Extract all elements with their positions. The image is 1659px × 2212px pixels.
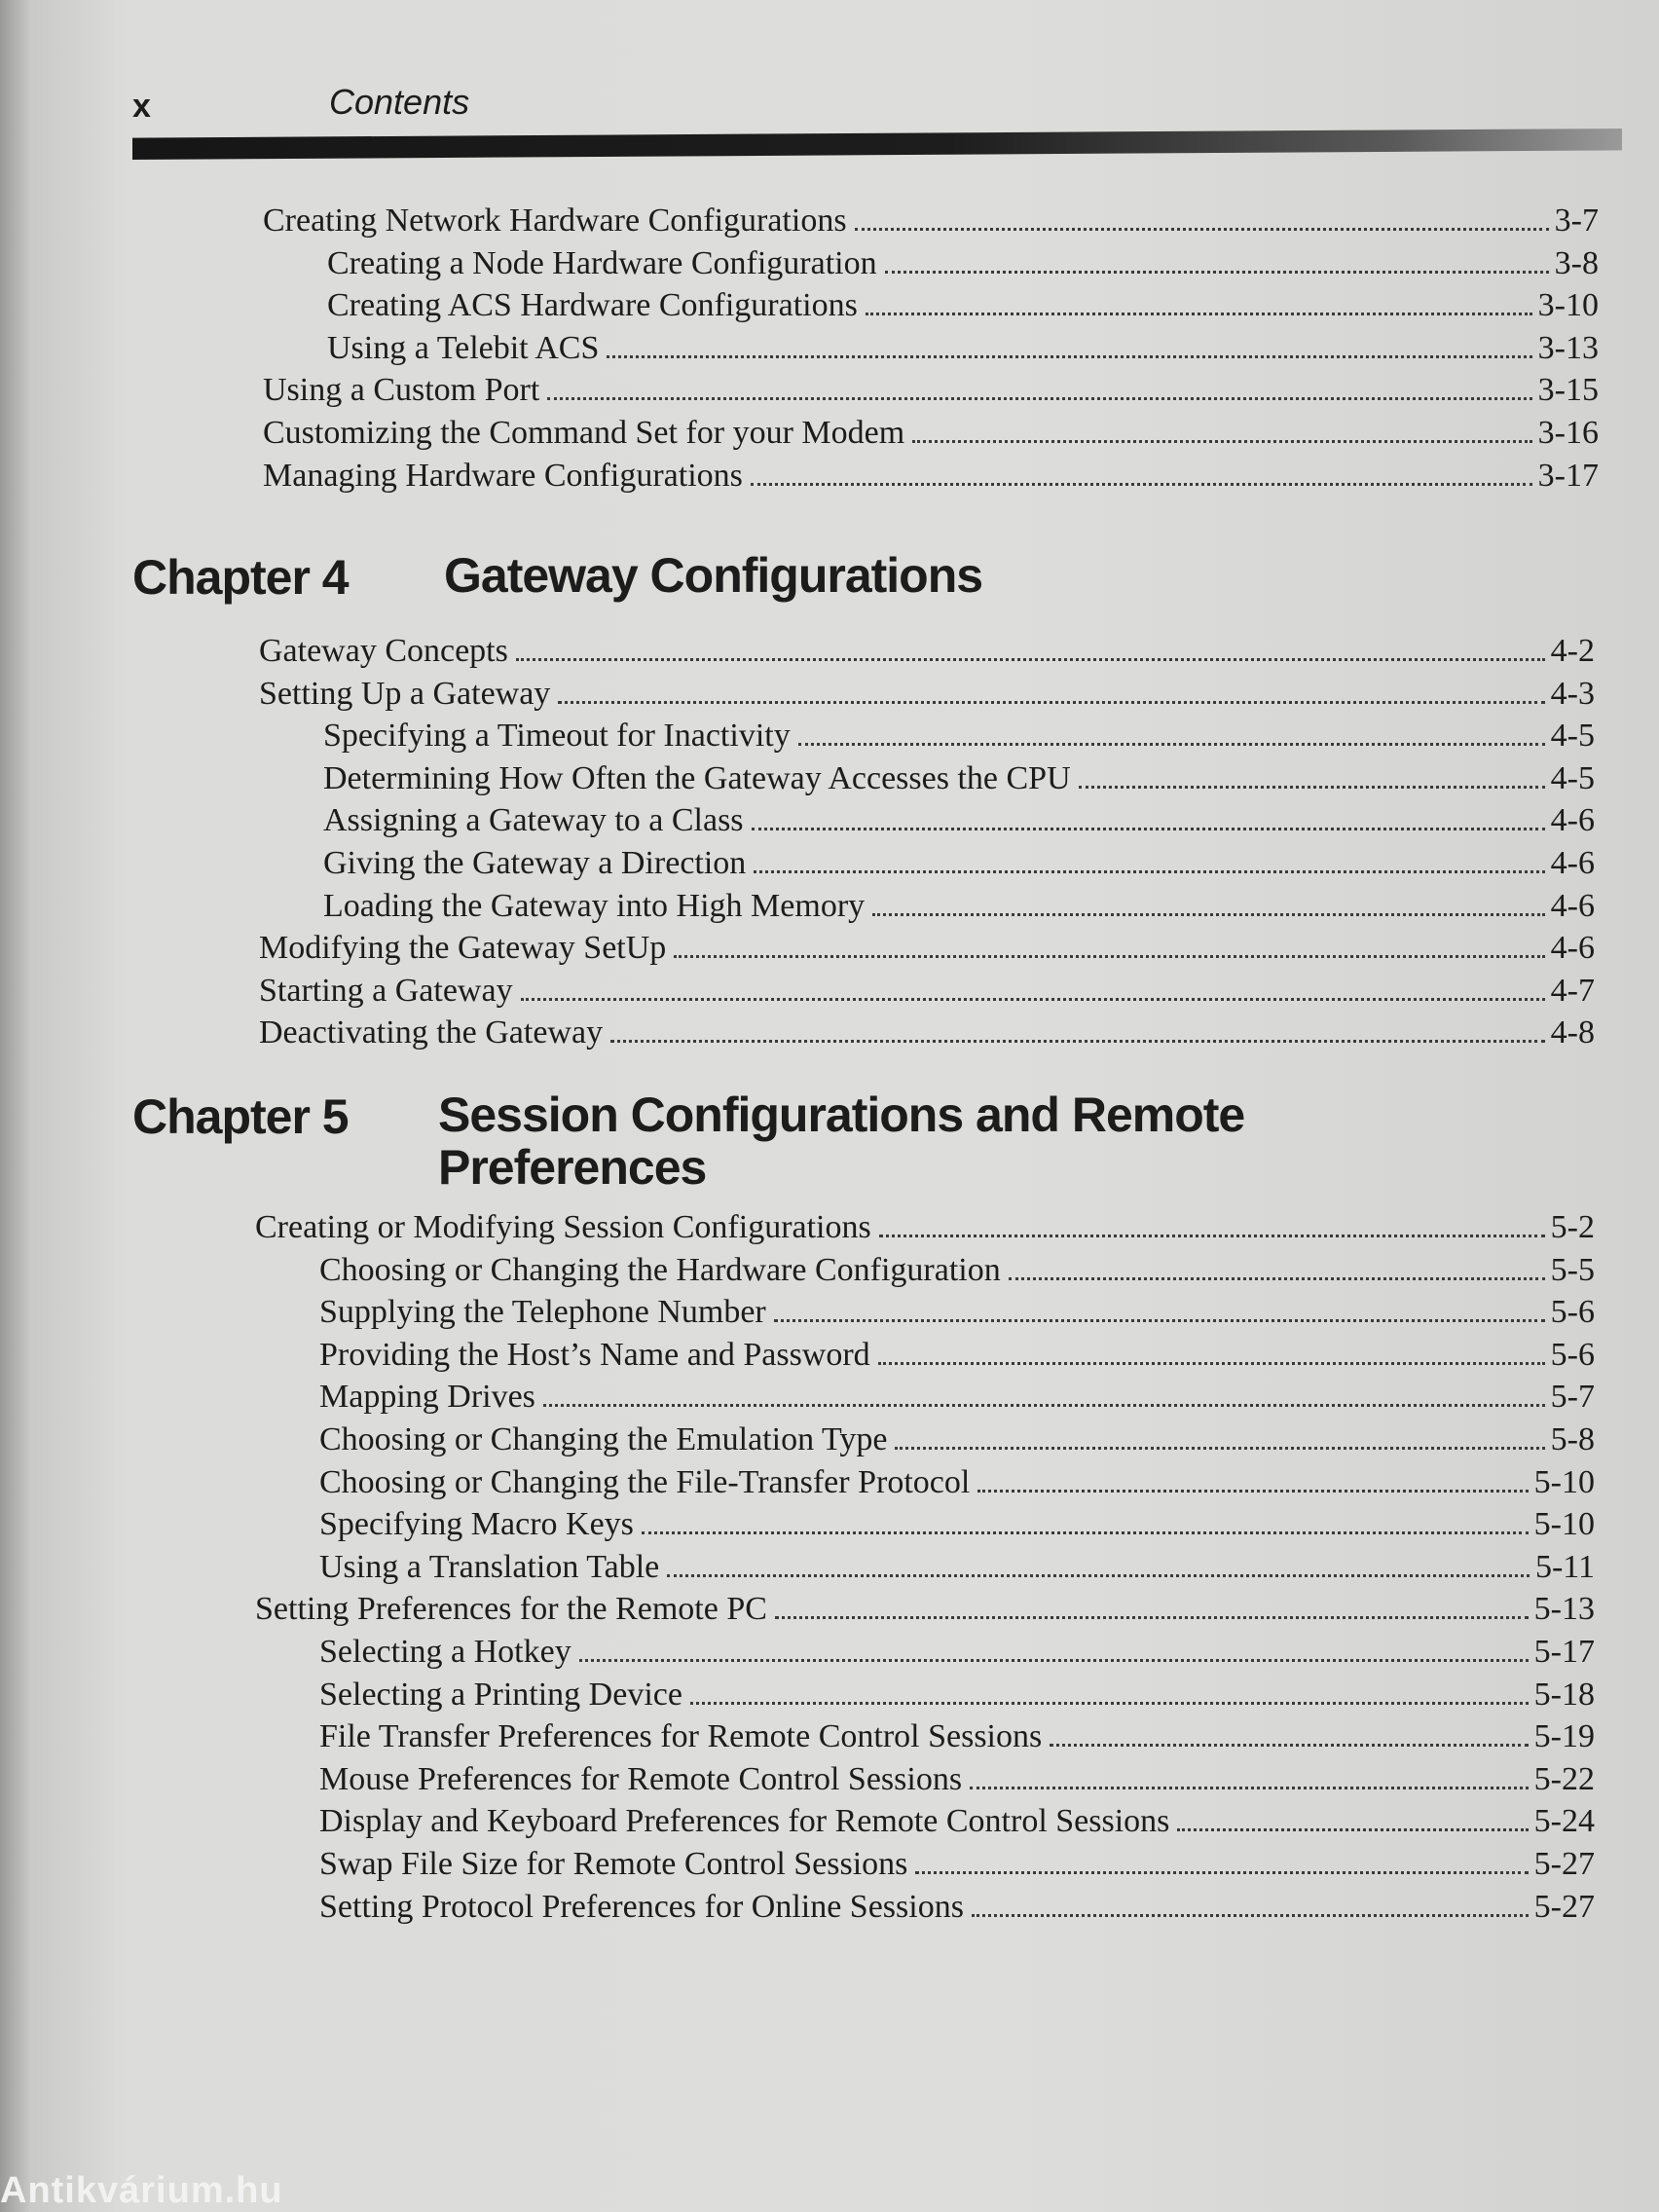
toc-entry-title: Using a Translation Table (319, 1548, 660, 1585)
toc-entry-title: Choosing or Changing the Hardware Configuration (319, 1251, 1001, 1288)
toc-entry-title: Giving the Gateway a Direction (323, 844, 747, 881)
toc-entry-title: Creating Network Hardware Configurations (263, 203, 847, 239)
toc-entry-page: 4-6 (1550, 844, 1595, 881)
toc-entry-page: 3-17 (1537, 457, 1599, 494)
toc-entry (255, 1209, 1595, 1252)
toc-entry-page: 5-24 (1533, 1803, 1595, 1840)
toc-entry-list (263, 203, 1599, 499)
toc-entry (255, 1337, 1595, 1380)
dot-leader (543, 1404, 1545, 1407)
toc-entry-page: 5-8 (1550, 1420, 1595, 1457)
dot-leader (1177, 1828, 1528, 1831)
toc-entry (263, 458, 1599, 500)
toc-entry (259, 676, 1595, 719)
toc-entry-title: Setting Preferences for the Remote PC (255, 1591, 767, 1628)
toc-entry-page: 5-11 (1534, 1548, 1595, 1585)
toc-entry-title: Mapping Drives (319, 1379, 535, 1416)
dot-leader (667, 1574, 1530, 1577)
toc-entry-title: Creating ACS Hardware Configurations (327, 287, 858, 324)
toc-entry (255, 1464, 1595, 1507)
toc-entry-title: Mouse Preferences for Remote Control Sessions (319, 1760, 963, 1797)
dot-leader (1079, 786, 1545, 789)
toc-entry (255, 1634, 1595, 1677)
toc-entry-title: Assigning a Gateway to a Class (323, 802, 744, 839)
toc-entry-list (259, 633, 1595, 1057)
toc-entry-page: 5-13 (1533, 1591, 1595, 1628)
toc-entry-title: Specifying a Timeout for Inactivity (323, 718, 791, 755)
dot-leader (895, 1447, 1544, 1450)
toc-entry (255, 1846, 1595, 1889)
chapter-number: Chapter 5 (132, 1089, 349, 1144)
toc-entry-title: Creating or Modifying Session Configurations (255, 1209, 871, 1245)
toc-entry (263, 245, 1599, 288)
toc-entry-page: 5-27 (1533, 1888, 1595, 1925)
dot-leader (912, 440, 1532, 443)
toc-entry-page: 4-5 (1550, 718, 1595, 755)
dot-leader (879, 1235, 1545, 1237)
toc-entry-title: Selecting a Printing Device (319, 1676, 682, 1713)
toc-entry-title: Supplying the Telephone Number (319, 1294, 766, 1331)
chapter-heading (0, 549, 1659, 633)
dot-leader (885, 271, 1549, 274)
toc-entry-title: File Transfer Preferences for Remote Control Sessions (319, 1718, 1043, 1755)
toc-entry-title: Modifying the Gateway SetUp (259, 930, 667, 967)
chapter-number: Chapter 4 (132, 550, 349, 605)
dot-leader (607, 355, 1531, 358)
toc-section-chapter-5 (0, 1088, 1659, 1931)
toc-entry-page: 3-7 (1554, 203, 1599, 239)
toc-section-chapter-3-continued (0, 203, 1659, 499)
toc-entry-page: 4-2 (1550, 633, 1595, 669)
dot-leader (516, 658, 1545, 661)
toc-entry-page: 3-8 (1554, 244, 1599, 281)
toc-entry (263, 203, 1599, 245)
toc-entry-page: 5-10 (1533, 1506, 1595, 1543)
toc-entry (255, 1803, 1595, 1846)
dot-leader (872, 913, 1545, 916)
toc-entry (255, 1761, 1595, 1804)
dot-leader (1050, 1744, 1528, 1747)
toc-entry (255, 1549, 1595, 1592)
toc-entry-title: Managing Hardware Configurations (263, 457, 743, 494)
toc-entry-page: 3-10 (1537, 287, 1599, 324)
dot-leader (855, 228, 1549, 231)
toc-entry (255, 1591, 1595, 1634)
toc-entry-title: Gateway Concepts (259, 633, 508, 669)
dot-leader (558, 701, 1544, 704)
dot-leader (690, 1702, 1529, 1705)
toc-entry-page: 5-5 (1550, 1251, 1595, 1288)
toc-entry (255, 1677, 1595, 1719)
toc-entry-page: 3-15 (1537, 372, 1599, 409)
dot-leader (547, 397, 1531, 400)
toc-entry (255, 1379, 1595, 1421)
toc-entry-title: Using a Telebit ACS (327, 329, 600, 366)
toc-entry-page: 4-8 (1550, 1014, 1595, 1051)
toc-entry (259, 1014, 1595, 1057)
toc-entry (259, 633, 1595, 676)
toc-entry-title: Loading the Gateway into High Memory (323, 887, 866, 924)
toc-entry (263, 415, 1599, 458)
toc-entry (263, 372, 1599, 415)
chapter-title: Session Configurations and Remote Preferences (438, 1088, 1245, 1195)
toc-entry-title: Using a Custom Port (263, 372, 540, 409)
toc-entry-title: Deactivating the Gateway (259, 1014, 604, 1051)
dot-leader (751, 483, 1532, 486)
toc-entry-list (255, 1209, 1595, 1931)
toc-entry-page: 4-3 (1550, 675, 1595, 712)
toc-entry (259, 973, 1595, 1015)
toc-entry-page: 5-2 (1550, 1209, 1595, 1245)
toc-entry (255, 1252, 1595, 1295)
toc-entry-page: 5-18 (1533, 1676, 1595, 1713)
dot-leader (1009, 1277, 1545, 1280)
toc-entry (255, 1294, 1595, 1337)
dot-leader (915, 1871, 1528, 1874)
toc-entry-title: Choosing or Changing the Emulation Type (319, 1420, 888, 1457)
toc-entry-page: 5-19 (1533, 1718, 1595, 1755)
toc-entry-page: 4-6 (1550, 887, 1595, 924)
toc-entry-title: Specifying Macro Keys (319, 1506, 634, 1543)
toc-entry (263, 287, 1599, 330)
toc-entry-page: 5-6 (1550, 1336, 1595, 1373)
toc-entry (255, 1718, 1595, 1761)
dot-leader (977, 1490, 1528, 1493)
toc-entry-title: Customizing the Command Set for your Modem (263, 414, 905, 451)
toc-entry (259, 718, 1595, 760)
page-number: x (132, 88, 151, 125)
watermark: Antikvárium.hu (0, 2170, 283, 2211)
running-head: Contents (329, 82, 470, 122)
toc-entry (259, 888, 1595, 931)
toc-entry-page: 4-6 (1550, 802, 1595, 839)
dot-leader (674, 955, 1544, 958)
toc-entry-page: 4-5 (1550, 759, 1595, 796)
page-header (132, 82, 1622, 169)
toc-entry-title: Starting a Gateway (259, 972, 513, 1009)
dot-leader (970, 1787, 1529, 1789)
toc-entry-title: Setting Protocol Preferences for Online Sessions (319, 1888, 964, 1925)
toc-entry-page: 5-6 (1550, 1294, 1595, 1331)
toc-entry (259, 930, 1595, 973)
dot-leader (972, 1914, 1529, 1917)
toc-entry (259, 760, 1595, 803)
toc-entry-title: Setting Up a Gateway (259, 675, 551, 712)
dot-leader (642, 1531, 1529, 1534)
dot-leader (866, 313, 1532, 315)
dot-leader (752, 828, 1545, 830)
toc-entry-title: Choosing or Changing the File-Transfer Protocol (319, 1463, 971, 1500)
toc-entry-page: 5-10 (1533, 1463, 1595, 1500)
toc-entry (263, 330, 1599, 373)
toc-entry (255, 1506, 1595, 1549)
toc-entry-page: 5-22 (1533, 1760, 1595, 1797)
toc-entry-title: Swap File Size for Remote Control Sessions (319, 1845, 908, 1882)
toc-entry-page: 5-27 (1533, 1845, 1595, 1882)
toc-entry (259, 845, 1595, 888)
toc-entry-page: 4-7 (1550, 972, 1595, 1009)
dot-leader (754, 870, 1544, 873)
toc-section-chapter-4 (0, 549, 1659, 1057)
toc-entry (259, 802, 1595, 845)
toc-entry-title: Selecting a Hotkey (319, 1633, 571, 1670)
toc-entry-page: 3-16 (1537, 414, 1599, 451)
toc-entry-title: Determining How Often the Gateway Accesses the CPU (323, 759, 1071, 796)
toc-entry-title: Providing the Host’s Name and Password (319, 1336, 870, 1373)
toc-entry-page: 3-13 (1537, 329, 1599, 366)
chapter-title: Gateway Configurations (444, 548, 983, 603)
toc-entry (255, 1421, 1595, 1464)
dot-leader (521, 998, 1545, 1001)
toc-entry-title: Display and Keyboard Preferences for Remote Control Sessions (319, 1803, 1170, 1840)
toc-entry-title: Creating a Node Hardware Configuration (327, 244, 877, 281)
dot-leader (579, 1659, 1529, 1662)
dot-leader (610, 1040, 1545, 1043)
toc-entry-page: 5-7 (1550, 1379, 1595, 1416)
chapter-heading (0, 1088, 1659, 1209)
dot-leader (774, 1319, 1545, 1322)
dot-leader (775, 1616, 1529, 1619)
dot-leader (878, 1362, 1545, 1365)
toc-entry-page: 4-6 (1550, 930, 1595, 967)
header-rule (132, 129, 1622, 160)
toc-entry-page: 5-17 (1533, 1633, 1595, 1670)
dot-leader (798, 743, 1545, 746)
toc-entry (255, 1889, 1595, 1932)
